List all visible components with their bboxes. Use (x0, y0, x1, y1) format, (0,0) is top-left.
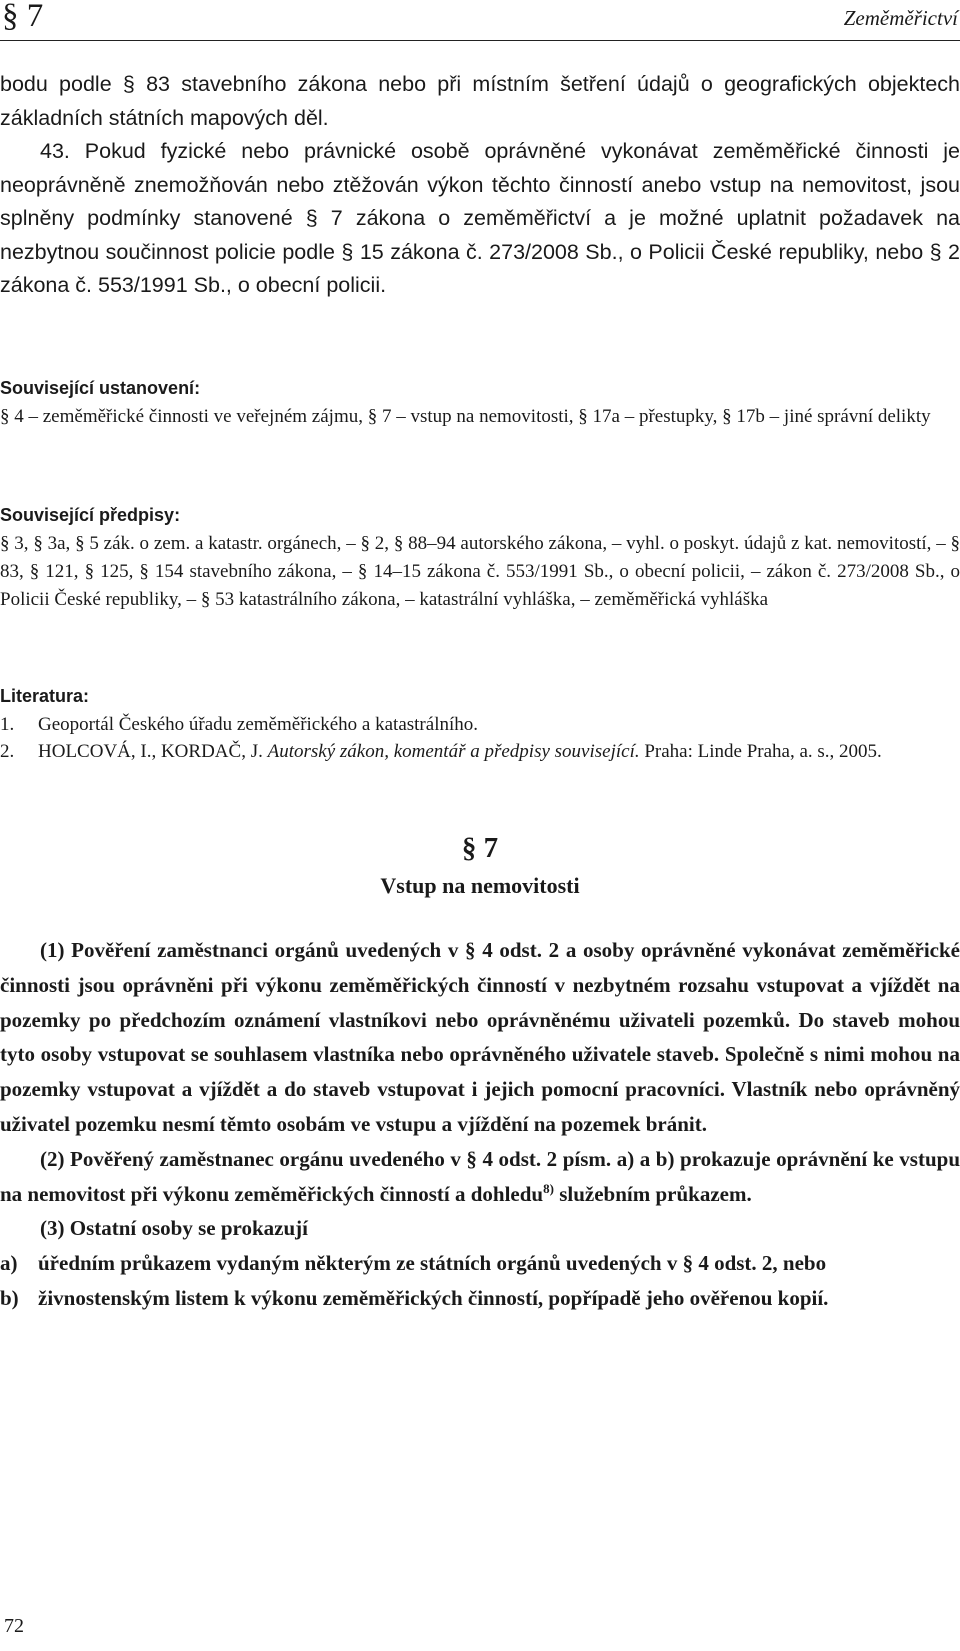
list-item-mark: b) (0, 1285, 19, 1310)
running-header (0, 0, 960, 41)
section-number: § 7 (461, 832, 499, 864)
list-item-mark: a) (0, 1251, 18, 1276)
list-item (0, 1246, 960, 1281)
literature-item-text (38, 738, 960, 765)
related-provisions (0, 378, 960, 431)
page-number: 72 (4, 1615, 24, 1637)
header-title: Zeměměřictví (843, 6, 958, 30)
related-provisions-text: § 4 – zeměměřické činnosti ve veřejném zájmu, § 7 – vstup na nemovitosti, § 17a – přestupky, § 17b – jiné správní delikty (0, 406, 931, 427)
literature-publisher: Praha: Linde Praha, a. s., 2005. (639, 741, 882, 762)
note-43: 43. Pokud fyzické nebo právnické osobě oprávněné vykonávat zeměměřické činnosti je neoprávněně znemožňován nebo ztěžován výkon těchto činností anebo vstup na nemovitost, jsou splněny podmínky stanovené § 7 zákona o zeměměřictví a je možné uplatnit požadavek na nezbytnou součinnost policie podle § 15 zákona č. 273/2008 Sb., o Policii České republiky, nebo § 2 zákona č. 553/1991 Sb., o obecní policii. (0, 139, 960, 297)
related-regulations (0, 505, 960, 614)
footnote-reference: 8) (543, 1180, 554, 1196)
paragraph-2-tail: služebním průkazem. (553, 1181, 752, 1206)
paragraph-2 (0, 1142, 960, 1212)
intro-block (0, 68, 960, 303)
literature-item-number: 1. (0, 714, 15, 735)
paragraph-1: (1) Pověření zaměstnanci orgánů uvedených v § 4 odst. 2 a osoby oprávněné vykonávat zeměměřické činnosti jsou oprávněni při výkonu zeměměřických činností v nezbytném rozsahu vstupovat a vjíždět na pozemky po předchozím oznámení vlastníkovi nebo oprávněnému uživateli pozemků. Do staveb mohou tyto osoby vstupovat se souhlasem vlastníka nebo oprávněného uživatele staveb. Společně s nimi mohou na pozemky vstupovat a vjíždět a do staveb vstupovat i jejich pomocní pracovníci. Vlastník nebo oprávněný uživatel pozemku nesmí těmto osobám ve vstupu a vjíždění na pozemek bránit. (0, 938, 960, 1136)
paragraph-3: (3) Ostatní osoby se prokazují (40, 1216, 308, 1241)
literature-item-text: Geoportál Českého úřadu zeměměřického a katastrálního. (38, 714, 478, 735)
literature-authors: HOLCOVÁ, I., KORDAČ, J. (38, 741, 268, 762)
literature-item (0, 711, 960, 738)
related-regulations-label: Související předpisy: (0, 505, 181, 525)
section-title: Vstup na nemovitosti (380, 873, 580, 898)
intro-continuation: bodu podle § 83 stavebního zákona nebo při místním šetření údajů o geografických objektech základních státních mapových děl. (0, 72, 960, 130)
header-section-number: § 7 (2, 0, 44, 34)
related-regulations-text: § 3, § 3a, § 5 zák. o zem. a katastr. orgánech, – § 2, § 88–94 autorského zákona, – vyhl. o poskyt. údajů z kat. nemovitostí, – § 83, § 121, § 125, § 154 stavebního zákona, – § 14–15 zákona č. 553/1991 Sb., o obecní policii, – zákon č. 273/2008 Sb., o Policii České republiky, – § 53 katastrálního zákona, – katastrální vyhláška, – zeměměřická vyhláška (0, 533, 960, 610)
related-provisions-label: Související ustanovení: (0, 378, 201, 398)
literature (0, 686, 960, 765)
literature-item-number: 2. (0, 741, 15, 762)
literature-item (0, 738, 960, 765)
paragraph-2-text: (2) Pověřený zaměstnanec orgánu uvedeného v § 4 odst. 2 písm. a) a b) prokazuje oprávnění ke vstupu na nemovitost při výkonu zeměměřických činností a dohledu (0, 1146, 960, 1206)
section-body (0, 933, 960, 1316)
list-item-text: živnostenským listem k výkonu zeměměřických činností, popřípadě jeho ověřenou kopií. (38, 1285, 829, 1310)
list-item (0, 1281, 960, 1316)
literature-label: Literatura: (0, 686, 90, 706)
list-item-text: úředním průkazem vydaným některým ze státních orgánů uvedených v § 4 odst. 2, nebo (38, 1251, 827, 1276)
literature-book-title: Autorský zákon, komentář a předpisy související. (267, 741, 640, 762)
